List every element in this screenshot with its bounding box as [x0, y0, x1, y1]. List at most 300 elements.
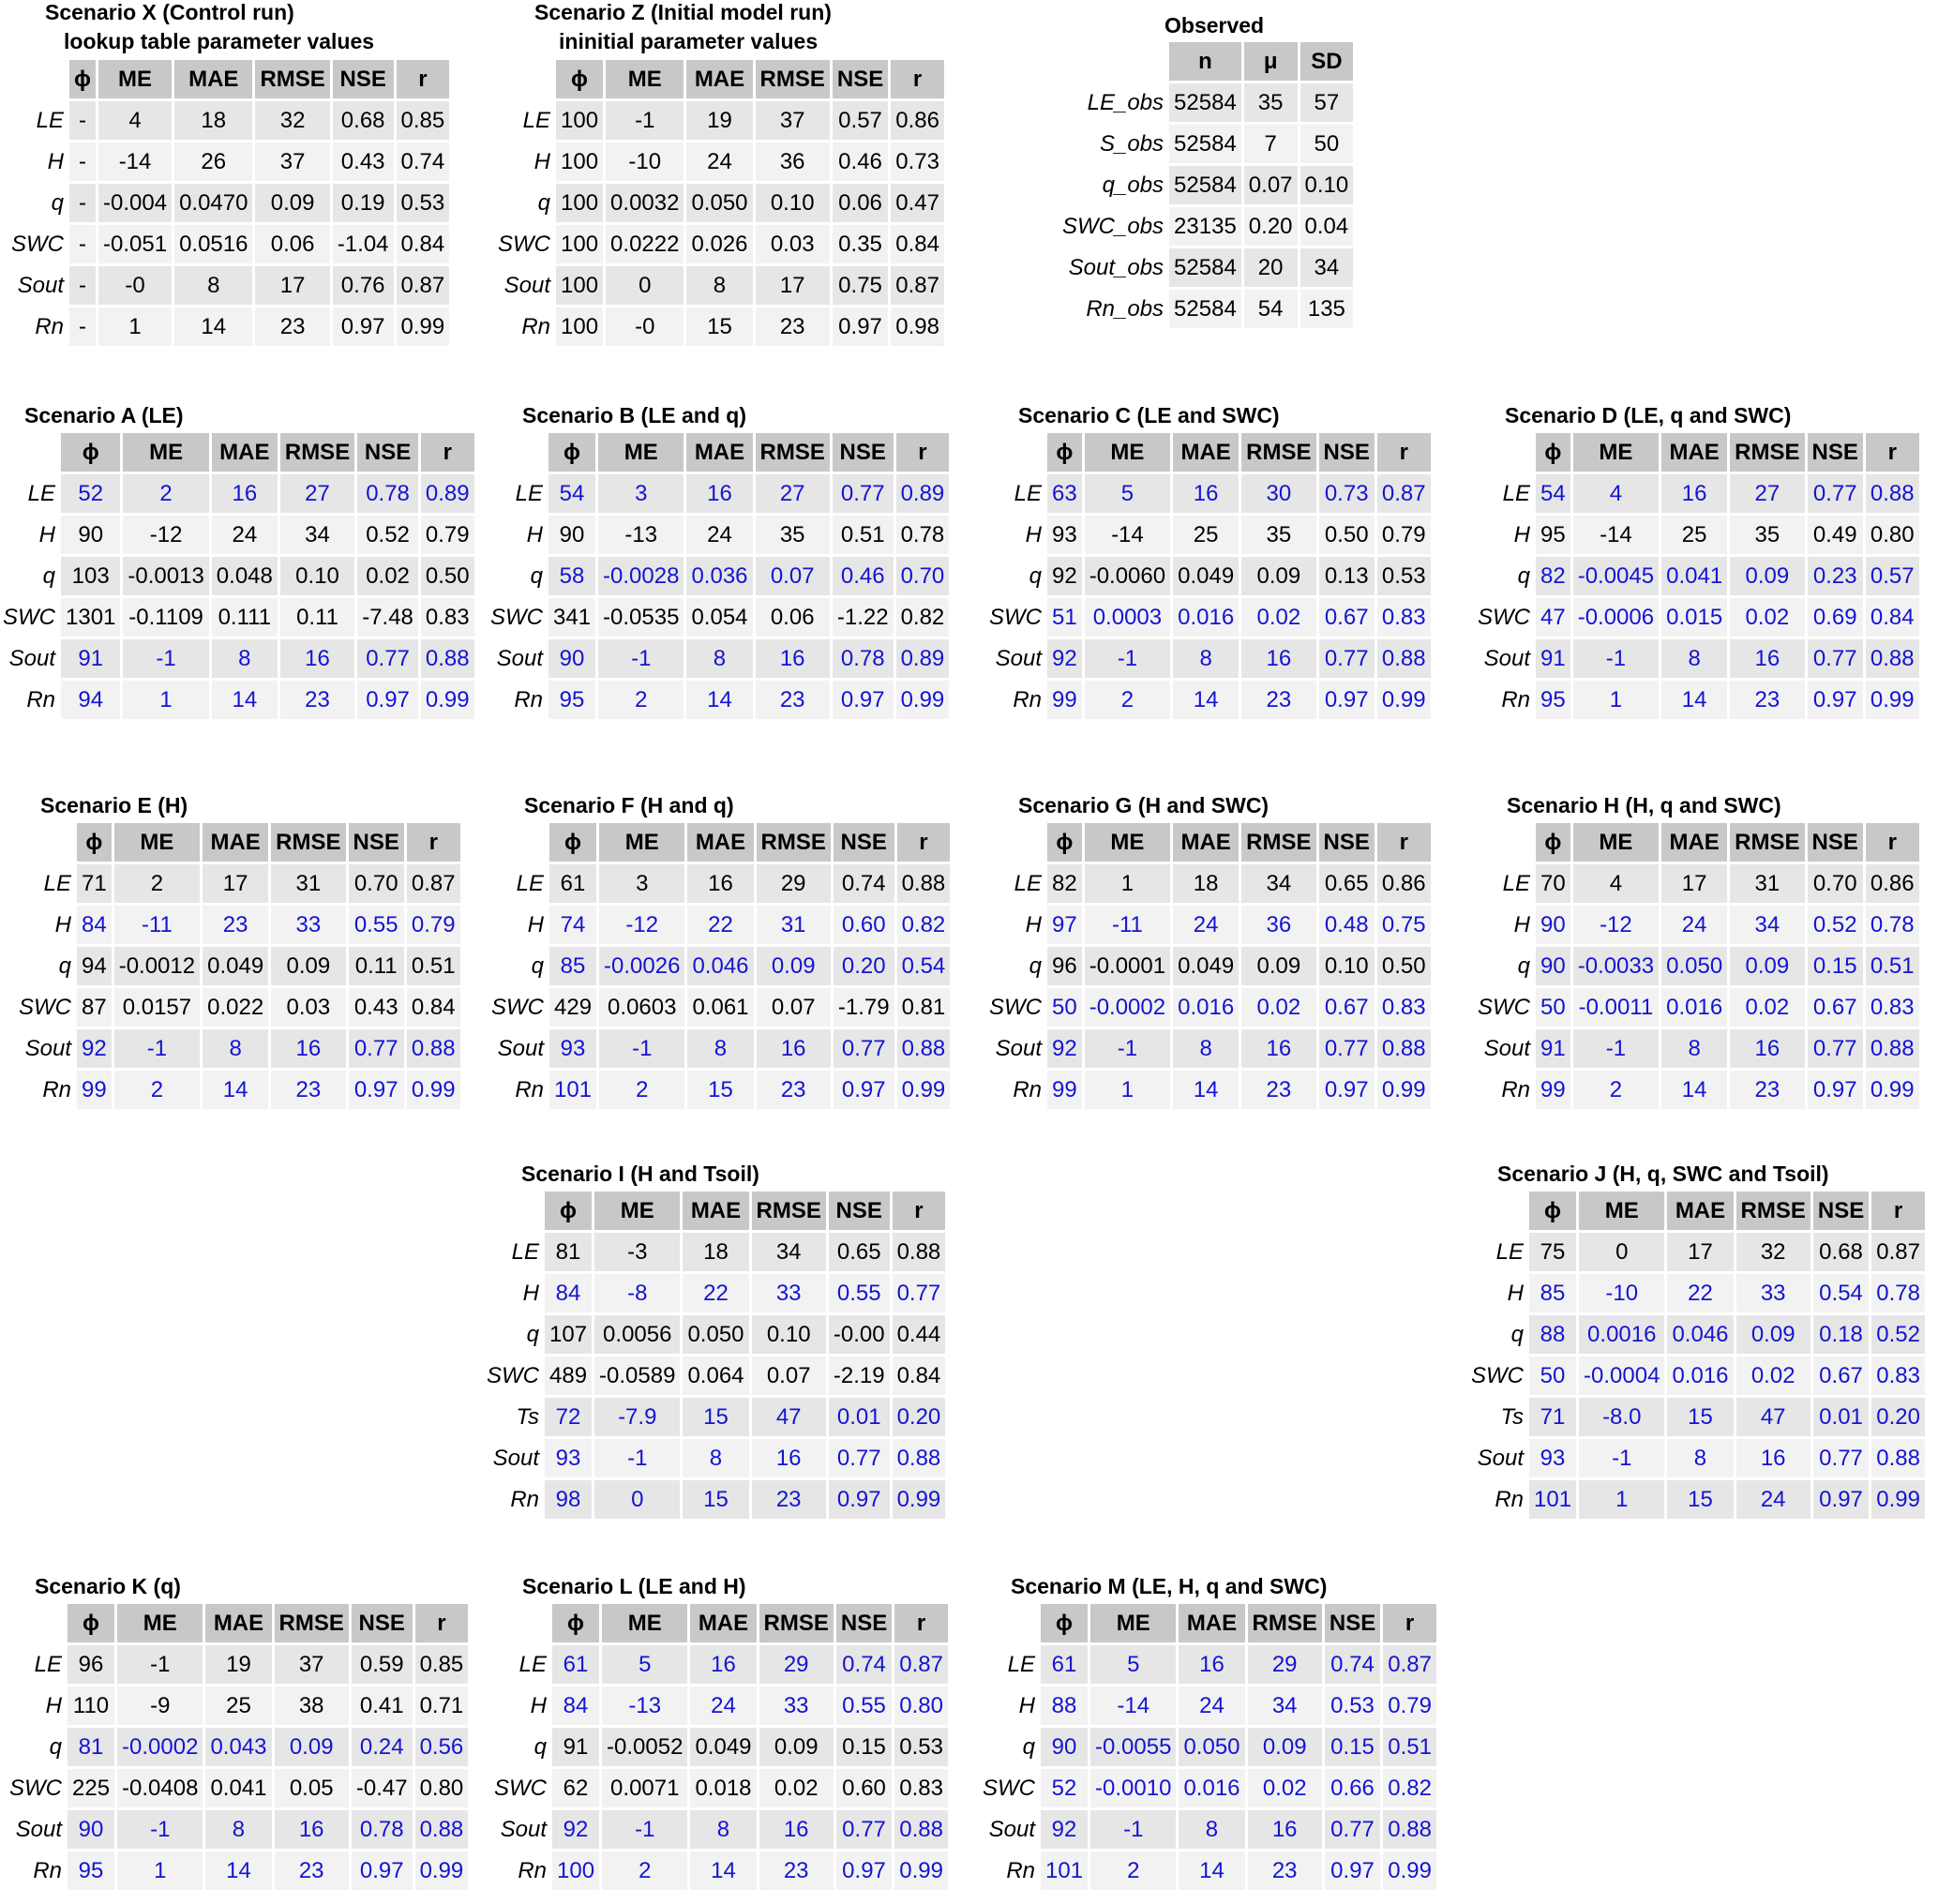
table-cell: 0.88 [894, 1810, 948, 1849]
table-row [1478, 864, 1919, 903]
table-cell: 0.054 [686, 598, 752, 637]
column-header: r [896, 433, 950, 472]
table-cell: 0.97 [833, 681, 894, 719]
table-cell: 50 [1529, 1357, 1576, 1395]
table-cell: 1 [1085, 1071, 1170, 1109]
table-row [491, 947, 950, 985]
column-header: MAE [686, 60, 752, 98]
table-row [19, 864, 460, 903]
table-row [487, 1480, 945, 1519]
table-cell: 0.82 [896, 598, 950, 637]
stats-table [491, 1601, 951, 1893]
column-header: NSE [1325, 1604, 1380, 1642]
table-cell: 16 [757, 1029, 831, 1068]
row-label: Sout_obs [1068, 254, 1164, 280]
table-cell: 8 [687, 1029, 753, 1068]
table-row [498, 307, 944, 346]
table-cell: 94 [77, 947, 112, 985]
table-cell: 92 [552, 1810, 599, 1849]
panel-title: Scenario G (H and SWC) [1018, 793, 1269, 817]
table-cell: 0.87 [1377, 474, 1431, 513]
table-cell: -10 [1579, 1274, 1664, 1312]
row-label: Sout [15, 1816, 62, 1842]
table-cell: 0.036 [686, 557, 752, 595]
table-row [1471, 1274, 1925, 1312]
row-label: SWC [11, 231, 64, 257]
table-row [19, 906, 460, 944]
table-cell: -12 [123, 516, 208, 554]
stats-table [495, 57, 947, 349]
column-header: NSE [829, 1192, 890, 1230]
table-row [1471, 1398, 1925, 1436]
table-cell: -8.0 [1579, 1398, 1664, 1436]
table-cell: 0.07 [752, 1357, 826, 1395]
table-cell: 0.99 [407, 1071, 460, 1109]
table-cell: 100 [556, 266, 603, 305]
column-header: ϕ [545, 1192, 592, 1230]
table-cell: 0.83 [1871, 1357, 1925, 1395]
column-header: r [1866, 823, 1919, 862]
table-cell: 0.80 [894, 1687, 948, 1725]
table-cell: 29 [757, 864, 831, 903]
table-cell: 0.83 [1377, 598, 1431, 637]
table-cell: 71 [77, 864, 112, 903]
table-cell: 0.78 [352, 1810, 413, 1849]
table-cell: 15 [687, 1071, 753, 1109]
table-cell: 0.97 [1325, 1852, 1380, 1890]
table-cell: 0.68 [333, 101, 394, 140]
column-header: ϕ [1529, 1192, 1576, 1230]
table-cell: -0 [98, 266, 172, 305]
table-row [1478, 474, 1919, 513]
table-cell: 0.09 [1248, 1728, 1322, 1766]
table-row [9, 1687, 468, 1725]
table-cell: 101 [549, 1071, 596, 1109]
table-cell: 0.88 [1866, 474, 1919, 513]
table-cell: -0.0012 [114, 947, 200, 985]
column-header: RMSE [757, 823, 831, 862]
table-cell: 24 [686, 516, 752, 554]
table-cell: 8 [203, 1029, 268, 1068]
table-cell: 8 [205, 1810, 271, 1849]
table-cell: 0.77 [1808, 1029, 1863, 1068]
table-cell: 24 [1661, 906, 1727, 944]
table-cell: 0.70 [1808, 864, 1863, 903]
table-cell: 0.77 [829, 1439, 890, 1477]
row-label: Sout [497, 1035, 544, 1061]
table-cell: 0.02 [759, 1769, 834, 1807]
table-cell: 0.84 [1866, 598, 1919, 637]
table-cell: 0.0016 [1579, 1315, 1664, 1354]
table-cell: 61 [552, 1645, 599, 1684]
table-row [490, 639, 949, 678]
table-cell: 24 [1179, 1687, 1244, 1725]
table-cell: 0.77 [349, 1029, 404, 1068]
column-header: ME [598, 433, 684, 472]
row-label: LE [511, 1238, 539, 1265]
table-cell: 1 [1573, 681, 1659, 719]
row-label: LE [27, 480, 55, 506]
table-cell: 14 [1661, 1071, 1727, 1109]
panel-title: Scenario J (H, q, SWC and Tsoil) [1497, 1162, 1829, 1186]
row-label: Sout [17, 272, 64, 298]
table-cell: -0.0408 [117, 1769, 203, 1807]
column-header: r [397, 60, 450, 98]
column-header: MAE [212, 433, 278, 472]
table-row [989, 598, 1431, 637]
table-cell: 0.15 [836, 1728, 892, 1766]
table-cell: 0.09 [271, 947, 345, 985]
table-cell: 91 [1536, 639, 1570, 678]
table-row [11, 225, 449, 263]
table-row [11, 184, 449, 222]
table-row [494, 1810, 948, 1849]
table-cell: 0.016 [1179, 1769, 1244, 1807]
table-cell: 37 [275, 1645, 349, 1684]
table-cell: 16 [1241, 639, 1315, 678]
column-header: r [421, 433, 474, 472]
table-cell: 33 [752, 1274, 826, 1312]
row-label: H [1507, 1280, 1524, 1306]
table-cell: 0.66 [1325, 1769, 1380, 1807]
table-row [494, 1769, 948, 1807]
table-cell: 8 [1179, 1810, 1244, 1849]
column-header: MAE [174, 60, 252, 98]
column-header: ME [602, 1604, 687, 1642]
table-row [3, 516, 474, 554]
table-cell: 16 [1736, 1439, 1810, 1477]
table-cell: 0.07 [756, 557, 830, 595]
corner-cell [989, 823, 1044, 862]
table-cell: -1 [1085, 639, 1170, 678]
table-cell: 29 [1248, 1645, 1322, 1684]
table-row [1478, 906, 1919, 944]
panel-title: Scenario Z (Initial model run) [534, 0, 832, 24]
row-label: LE [516, 870, 544, 896]
column-header: ϕ [69, 60, 96, 98]
column-header: NSE [333, 60, 394, 98]
table-row [494, 1645, 948, 1684]
corner-cell [11, 60, 67, 98]
table-cell: 16 [1173, 474, 1239, 513]
row-label: LE [522, 107, 550, 133]
table-cell: 0.09 [759, 1728, 834, 1766]
table-row [490, 598, 949, 637]
table-cell: 15 [686, 307, 752, 346]
table-cell: 23 [752, 1480, 826, 1519]
table-cell: 18 [174, 101, 252, 140]
table-cell: 90 [1536, 947, 1570, 985]
table-cell: 16 [271, 1029, 345, 1068]
table-cell: 92 [1047, 557, 1082, 595]
column-header: MAE [1661, 433, 1727, 472]
table-cell: 0.54 [897, 947, 951, 985]
table-cell: 0.99 [897, 1071, 951, 1109]
table-cell: 0.97 [349, 1071, 404, 1109]
table-cell: -1 [602, 1810, 687, 1849]
table-cell: 2 [602, 1852, 687, 1890]
table-cell: 27 [280, 474, 354, 513]
table-cell: 2 [1090, 1852, 1176, 1890]
corner-cell [3, 433, 58, 472]
table-cell: 35 [1730, 516, 1804, 554]
table-cell: -0.0004 [1579, 1357, 1664, 1395]
table-cell: 2 [1573, 1071, 1659, 1109]
table-cell: 23 [1730, 681, 1804, 719]
table-cell: 0.97 [1319, 1071, 1375, 1109]
table-row [487, 1315, 945, 1354]
table-cell: 52584 [1169, 248, 1241, 287]
table-cell: 0.55 [349, 906, 404, 944]
table-cell: 100 [556, 142, 603, 181]
table-cell: 16 [687, 864, 753, 903]
table-cell: 0.71 [415, 1687, 469, 1725]
row-label: q [530, 562, 543, 589]
table-cell: 0.77 [1808, 474, 1863, 513]
table-cell: 38 [275, 1687, 349, 1725]
table-cell: 16 [1248, 1810, 1322, 1849]
table-cell: - [69, 184, 96, 222]
table-cell: 61 [549, 864, 596, 903]
corner-cell [490, 433, 546, 472]
table-cell: 0.65 [829, 1233, 890, 1271]
table-cell: 0.050 [1661, 947, 1727, 985]
table-cell: 8 [686, 266, 752, 305]
column-header: MAE [687, 823, 753, 862]
table-cell: 1 [117, 1852, 203, 1890]
table-cell: 24 [1173, 906, 1239, 944]
table-row [1478, 557, 1919, 595]
row-label: Sout [988, 1816, 1035, 1842]
table-cell: 0.09 [1736, 1315, 1810, 1354]
table-cell: 0.049 [1173, 557, 1239, 595]
table-cell: 0.83 [421, 598, 474, 637]
column-header: ϕ [549, 823, 596, 862]
table-cell: 84 [77, 906, 112, 944]
table-cell: 92 [1047, 1029, 1082, 1068]
table-cell: 0.016 [1173, 598, 1239, 637]
row-label: H [1018, 1692, 1035, 1718]
table-cell: 99 [1536, 1071, 1570, 1109]
column-header: NSE [1808, 433, 1863, 472]
table-cell: -0.1109 [123, 598, 208, 637]
table-cell: - [69, 142, 96, 181]
table-cell: 47 [1536, 598, 1570, 637]
table-cell: 0.88 [893, 1233, 946, 1271]
table-cell: 0.0516 [174, 225, 252, 263]
table-cell: 3 [598, 474, 684, 513]
row-label: H [522, 1280, 539, 1306]
column-header: μ [1244, 42, 1298, 81]
table-cell: 0.06 [833, 184, 888, 222]
row-label: Ts [516, 1403, 539, 1430]
table-row [490, 681, 949, 719]
table-cell: 0.54 [1813, 1274, 1869, 1312]
table-cell: 5 [1085, 474, 1170, 513]
column-header: ME [1090, 1604, 1176, 1642]
table-row [490, 557, 949, 595]
row-label: SWC [1478, 994, 1530, 1020]
panel-title: Scenario H (H, q and SWC) [1507, 793, 1781, 817]
table-cell: 0.99 [1383, 1852, 1436, 1890]
table-cell: 90 [1041, 1728, 1088, 1766]
row-label: S_obs [1099, 130, 1164, 157]
row-label: LE [34, 1651, 62, 1677]
row-label: LE [515, 480, 543, 506]
table-cell: 52 [61, 474, 120, 513]
row-label: SWC [490, 604, 543, 630]
table-cell: 0.88 [1866, 1029, 1919, 1068]
table-cell: 0.049 [1173, 947, 1239, 985]
header-row [983, 1604, 1436, 1642]
table-cell: 0.97 [1808, 1071, 1863, 1109]
column-header: ϕ [548, 433, 595, 472]
column-header: NSE [834, 823, 894, 862]
table-cell: -1 [117, 1645, 203, 1684]
table-cell: -0.0006 [1573, 598, 1659, 637]
table-cell: 135 [1300, 290, 1354, 328]
table-cell: 0.20 [834, 947, 894, 985]
table-cell: -0.0010 [1090, 1769, 1176, 1807]
table-cell: -1 [123, 639, 208, 678]
table-cell: 0.23 [1808, 557, 1863, 595]
table-cell: 110 [68, 1687, 114, 1725]
column-header: r [1377, 823, 1431, 862]
column-header: RMSE [756, 60, 830, 98]
column-header: MAE [203, 823, 268, 862]
table-cell: -7.9 [594, 1398, 680, 1436]
table-cell: 50 [1536, 988, 1570, 1027]
table-cell: 0.03 [271, 988, 345, 1027]
panel-title: Scenario K (q) [35, 1574, 181, 1598]
table-cell: 0.97 [1808, 681, 1863, 719]
table-cell: 0.46 [833, 557, 894, 595]
row-label: Rn_obs [1086, 295, 1164, 322]
header-row [1478, 823, 1919, 862]
table-cell: 5 [602, 1645, 687, 1684]
table-cell: 23 [1241, 1071, 1315, 1109]
table-cell: 0.88 [1377, 639, 1431, 678]
row-label: Rn [1495, 1486, 1524, 1512]
table-cell: -1 [606, 101, 684, 140]
table-cell: 90 [68, 1810, 114, 1849]
table-row [19, 988, 460, 1027]
column-header: ME [606, 60, 684, 98]
table-row [19, 1029, 460, 1068]
table-row [494, 1852, 948, 1890]
header-row [989, 433, 1431, 472]
table-cell: 84 [552, 1687, 599, 1725]
table-cell: 16 [212, 474, 278, 513]
table-cell: 35 [756, 516, 830, 554]
table-cell: 0.09 [1730, 947, 1804, 985]
column-header: RMSE [1736, 1192, 1810, 1230]
column-header: ϕ [61, 433, 120, 472]
column-header: NSE [833, 60, 888, 98]
column-header: MAE [683, 1192, 748, 1230]
row-label: SWC [494, 1775, 547, 1801]
table-row [983, 1810, 1436, 1849]
table-cell: 100 [556, 101, 603, 140]
table-cell: 0.78 [1871, 1274, 1925, 1312]
table-cell: 0.41 [352, 1687, 413, 1725]
table-cell: 23 [1730, 1071, 1804, 1109]
table-cell: 0.68 [1813, 1233, 1869, 1271]
row-label: SWC [989, 994, 1042, 1020]
table-cell: 95 [548, 681, 595, 719]
table-cell: 37 [255, 142, 329, 181]
table-cell: 0.88 [1383, 1810, 1436, 1849]
table-cell: 22 [1667, 1274, 1733, 1312]
table-cell: 0.01 [829, 1398, 890, 1436]
table-cell: 0.99 [421, 681, 474, 719]
table-cell: 0.026 [686, 225, 752, 263]
table-row [19, 1071, 460, 1109]
row-label: LE_obs [1087, 89, 1164, 115]
table-cell: 0.0056 [594, 1315, 680, 1354]
table-cell: 15 [683, 1398, 748, 1436]
table-cell: 0.77 [836, 1810, 892, 1849]
table-cell: 0.02 [1241, 988, 1315, 1027]
table-cell: 23 [757, 1071, 831, 1109]
table-row [1471, 1480, 1925, 1519]
table-cell: 0.11 [280, 598, 354, 637]
table-cell: 16 [1730, 1029, 1804, 1068]
table-cell: 0.18 [1813, 1315, 1869, 1354]
table-cell: 101 [1529, 1480, 1576, 1519]
table-cell: 0.77 [1319, 1029, 1375, 1068]
row-label: q [531, 952, 544, 979]
table-cell: 0.09 [1730, 557, 1804, 595]
table-cell: 2 [598, 681, 684, 719]
row-label: LE [36, 107, 64, 133]
table-cell: 0.88 [893, 1439, 946, 1477]
table-cell: 25 [1173, 516, 1239, 554]
table-cell: 31 [271, 864, 345, 903]
table-cell: 15 [683, 1480, 748, 1519]
table-cell: 0.74 [834, 864, 894, 903]
table-cell: 33 [271, 906, 345, 944]
table-cell: 23 [280, 681, 354, 719]
table-cell: 0.85 [397, 101, 450, 140]
table-cell: 71 [1529, 1398, 1576, 1436]
table-cell: - [69, 101, 96, 140]
table-cell: 18 [1173, 864, 1239, 903]
table-cell: 19 [686, 101, 752, 140]
table-cell: 1 [98, 307, 172, 346]
table-cell: 85 [1529, 1274, 1576, 1312]
table-cell: 14 [1173, 681, 1239, 719]
table-cell: 25 [1661, 516, 1727, 554]
table-cell: 0.86 [1866, 864, 1919, 903]
column-header: ϕ [1041, 1604, 1088, 1642]
table-cell: 3 [599, 864, 684, 903]
table-cell: 33 [1736, 1274, 1810, 1312]
row-label: q [537, 189, 550, 216]
column-header: NSE [833, 433, 894, 472]
stats-table [0, 430, 477, 722]
column-header: MAE [1173, 433, 1239, 472]
table-cell: 0.88 [421, 639, 474, 678]
table-cell: 0.67 [1813, 1357, 1869, 1395]
panel-title: Scenario F (H and q) [524, 793, 734, 817]
table-cell: 0.97 [833, 307, 888, 346]
table-cell: -0.0026 [599, 947, 684, 985]
stats-table [1475, 820, 1922, 1112]
table-cell: 70 [1536, 864, 1570, 903]
column-header: r [1871, 1192, 1925, 1230]
row-label: Rn [518, 1857, 547, 1883]
